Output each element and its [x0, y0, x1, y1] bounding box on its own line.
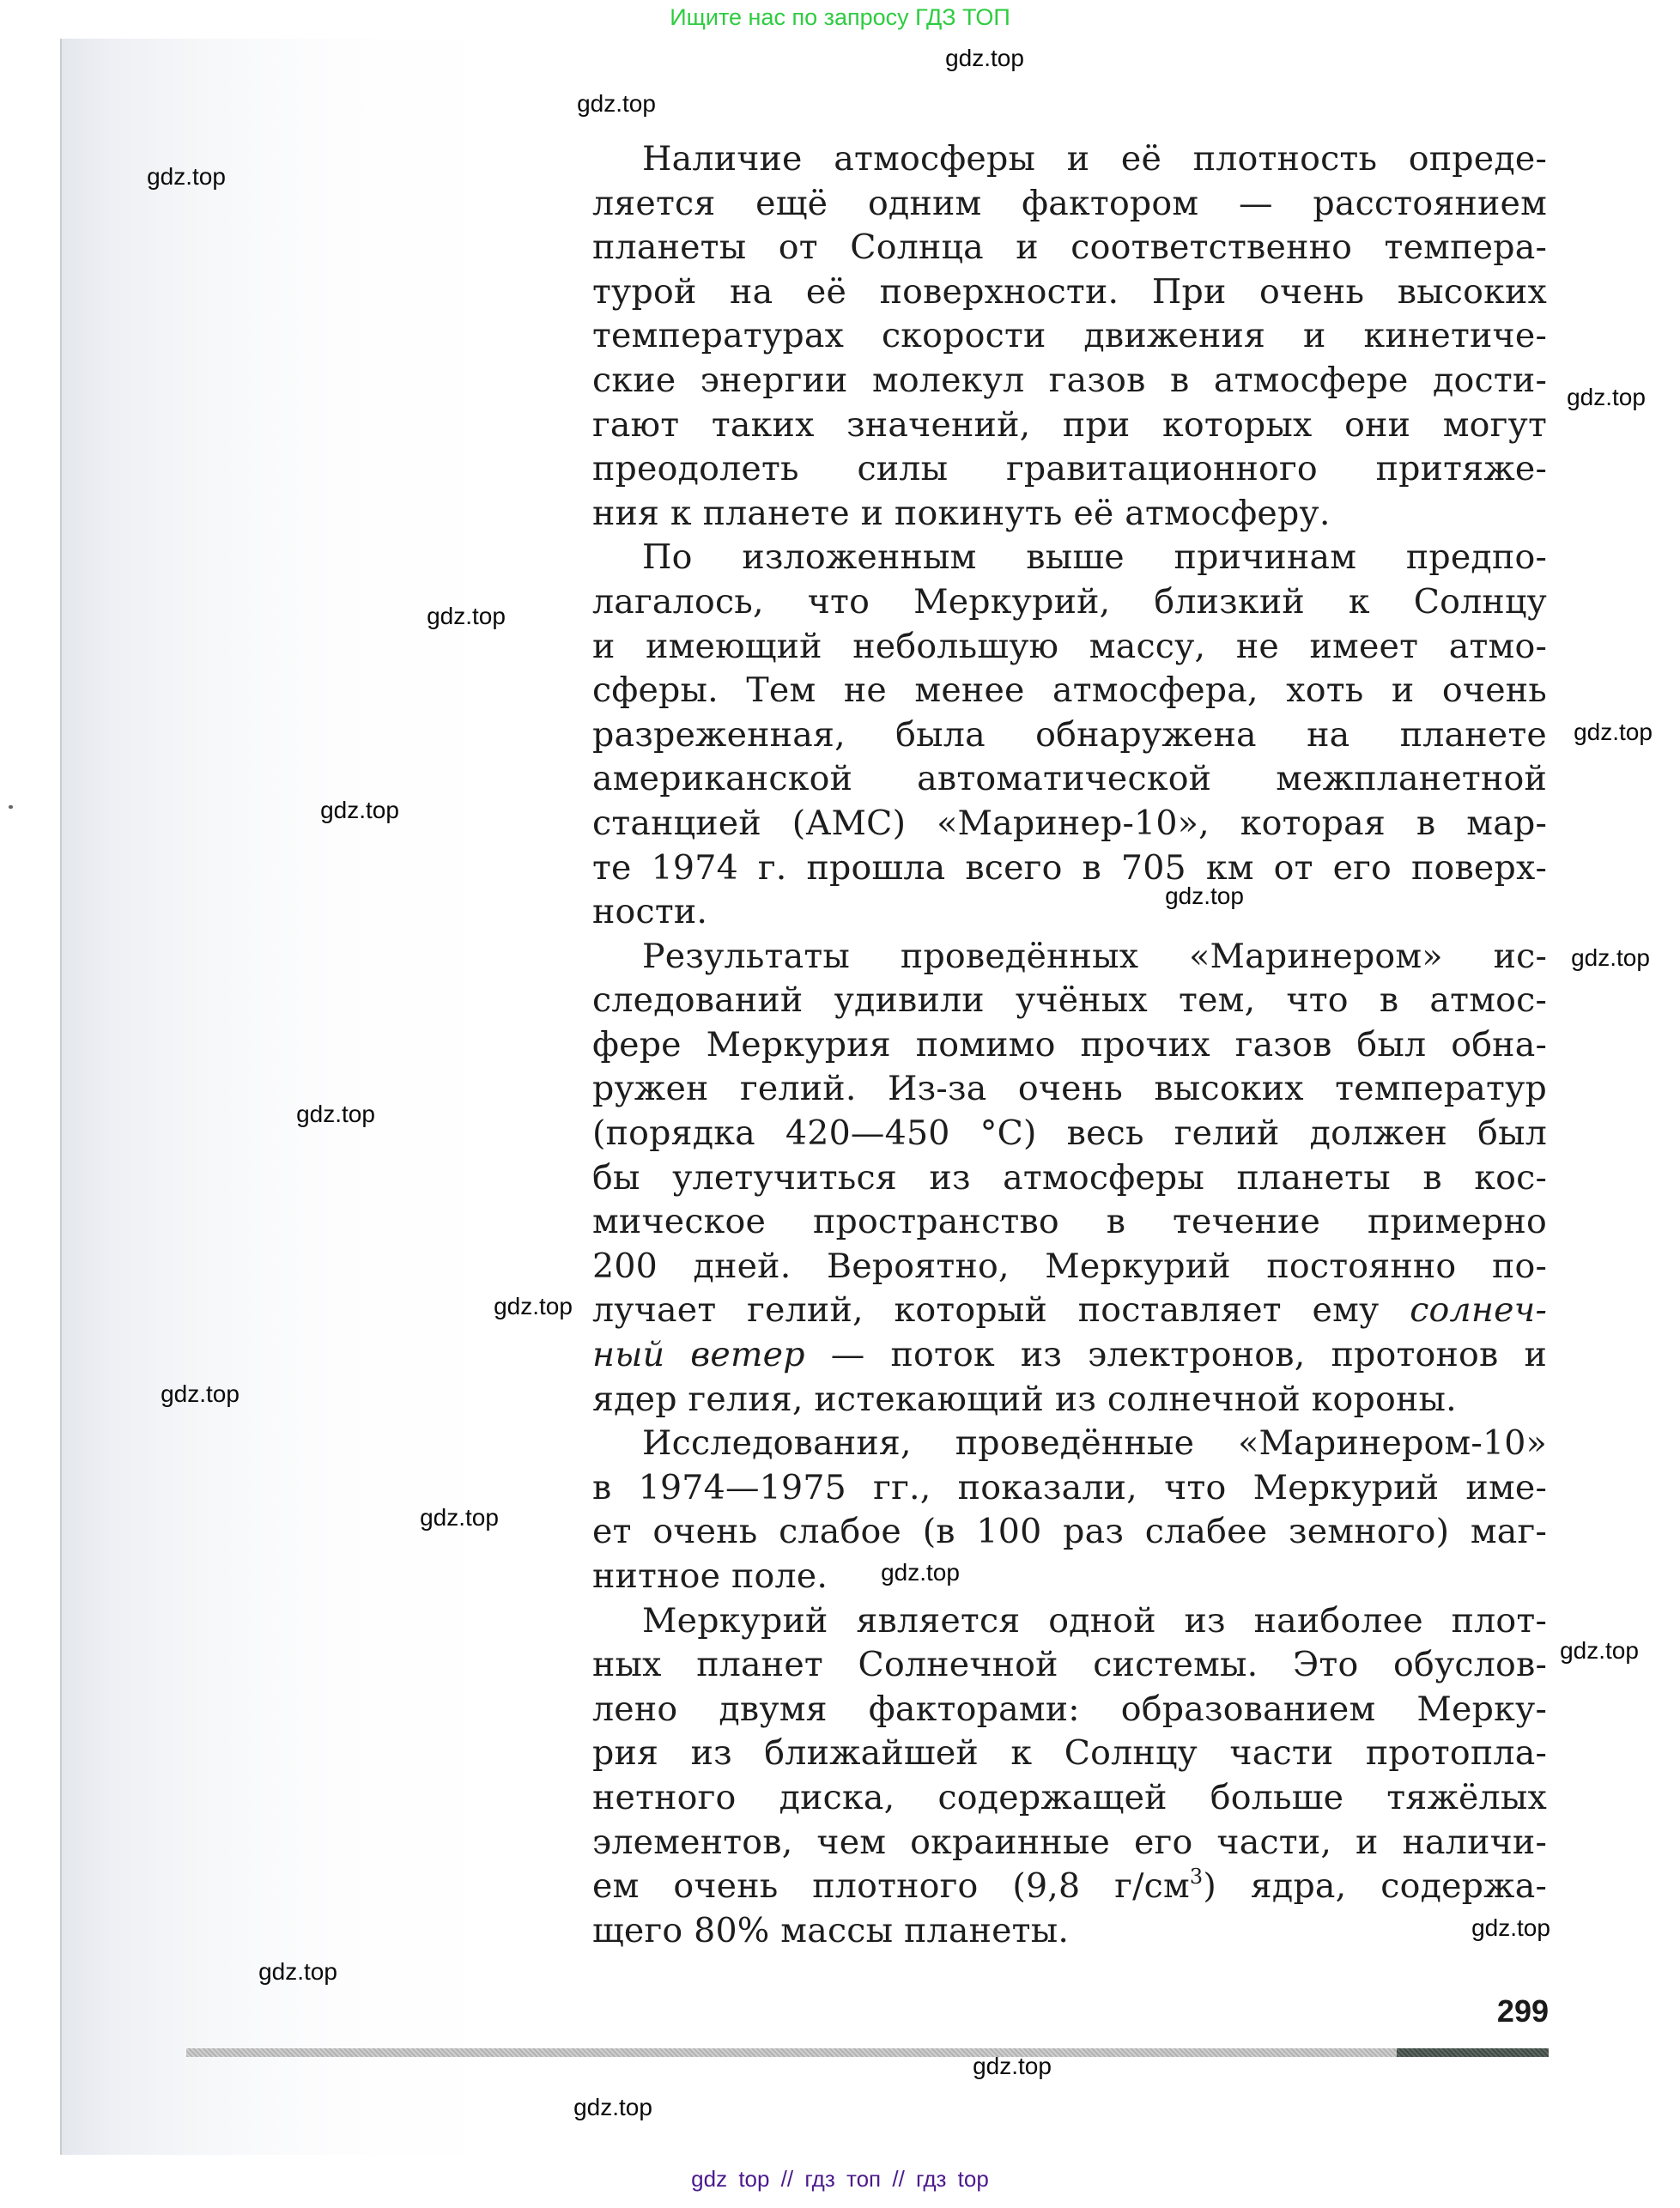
- text-line: ных планет Солнечной системы. Это обуслов-: [592, 1645, 1547, 1685]
- text-line: элементов, чем окраинные его части, и наличи-: [592, 1822, 1547, 1862]
- text-line: ет очень слабое (в 100 раз слабее земного) маг-: [592, 1512, 1547, 1552]
- site-footer-links[interactable]: gdz top // гдз топ // гдз top: [691, 2166, 989, 2192]
- watermark-text: gdz.top: [881, 1559, 960, 1586]
- text-line: турой на её поверхности. При очень высоких: [592, 271, 1547, 312]
- text-run: ем очень плотного (9,8 г/см: [592, 1866, 1190, 1907]
- text-line: планеты от Солнца и соответственно темпера-: [592, 227, 1547, 268]
- page-number: 299: [1496, 1993, 1549, 2029]
- scan-speck: [9, 805, 13, 809]
- watermark-text: gdz.top: [945, 45, 1024, 71]
- footer-rule: [186, 2048, 1397, 2057]
- text-line: бы улетучиться из атмосферы планеты в кос-: [592, 1157, 1547, 1198]
- paragraph-mercury-atmosphere: [592, 536, 1547, 934]
- text-line: в 1974—1975 гг., показали, что Меркурий име-: [592, 1467, 1547, 1507]
- text-line: Результаты проведённых «Маринером» ис-: [642, 936, 1547, 976]
- italic-term: ный ветер: [592, 1335, 805, 1375]
- watermark-text: gdz.top: [320, 797, 399, 823]
- text-line: ляется ещё одним фактором — расстоянием: [592, 183, 1547, 223]
- watermark-text: gdz.top: [494, 1293, 573, 1319]
- text-line: лагалось, что Меркурий, близкий к Солнцу: [592, 581, 1547, 622]
- footer-rule-accent: [1397, 2048, 1549, 2057]
- text-line: фере Меркурия помимо прочих газов был обна-: [592, 1024, 1547, 1065]
- text-line: Наличие атмосферы и её плотность опреде-: [642, 139, 1547, 179]
- body-text: [592, 137, 1547, 1953]
- watermark-text: gdz.top: [973, 2053, 1052, 2079]
- paragraph-mercury-density: [592, 1599, 1547, 1954]
- text-line: станцией (АМС) «Маринер-10», которая в мар-: [592, 803, 1547, 843]
- watermark-text: gdz.top: [147, 163, 226, 190]
- text-line: мическое пространство в течение примерно: [592, 1202, 1547, 1242]
- text-line: ядер гелия, истекающий из солнечной короны.: [592, 1379, 1457, 1419]
- text-line: температурах скорости движения и кинетиче-: [592, 316, 1547, 356]
- text-line: [592, 1333, 1547, 1378]
- watermark-text: gdz.top: [427, 603, 506, 629]
- text-line: Меркурий является одной из наиболее плот-: [642, 1600, 1547, 1641]
- text-line: разреженная, была обнаружена на планете: [592, 714, 1547, 755]
- watermark-text: gdz.top: [1567, 384, 1646, 410]
- watermark-text: gdz.top: [296, 1101, 375, 1127]
- text-line: сферы. Тем не менее атмосфера, хоть и очень: [592, 670, 1547, 711]
- text-line: 200 дней. Вероятно, Меркурий постоянно по-: [592, 1246, 1547, 1286]
- paragraph-magnetic-field: [592, 1422, 1547, 1598]
- text-line: ния к планете и покинуть её атмосферу.: [592, 493, 1331, 533]
- text-line: те 1974 г. прошла всего в 705 км от его поверх-: [592, 847, 1547, 888]
- text-line: [592, 1289, 1547, 1333]
- text-line: [592, 1865, 1547, 1909]
- text-line: и имеющий небольшую массу, не имеет атмо-: [592, 626, 1547, 666]
- text-line: (порядка 420—450 °С) весь гелий должен был: [592, 1113, 1547, 1154]
- watermark-text: gdz.top: [577, 90, 656, 117]
- text-run: ) ядра, содержа-: [1203, 1866, 1547, 1907]
- text-line: По изложенным выше причинам предпо-: [642, 537, 1547, 578]
- text-run: лучает гелий, который поставляет ему: [592, 1290, 1410, 1331]
- text-line: нитное поле.: [592, 1556, 828, 1596]
- watermark-text: gdz.top: [573, 2094, 652, 2120]
- paragraph-atmosphere-density: [592, 137, 1547, 536]
- text-line: гают таких значений, при которых они могут: [592, 404, 1547, 445]
- text-line: Исследования, проведённые «Маринером-10»: [642, 1423, 1547, 1464]
- watermark-text: gdz.top: [161, 1380, 240, 1407]
- text-line: нетного диска, содержащей больше тяжёлых: [592, 1777, 1547, 1817]
- italic-term: солнеч-: [1410, 1290, 1547, 1331]
- watermark-text: gdz.top: [1571, 944, 1650, 971]
- text-line: рия из ближайшей к Солнцу части протопла-: [592, 1733, 1547, 1774]
- text-line: американской автоматической межпланетной: [592, 759, 1547, 799]
- superscript: 3: [1189, 1865, 1204, 1890]
- watermark-text: gdz.top: [258, 1958, 337, 1985]
- text-line: щего 80% массы планеты.: [592, 1910, 1070, 1950]
- text-line: ности.: [592, 892, 708, 932]
- text-line: следований удивили учёных тем, что в атмос-: [592, 980, 1547, 1021]
- text-line: преодолеть силы гравитационного притяже-: [592, 449, 1547, 489]
- watermark-text: gdz.top: [1560, 1637, 1639, 1664]
- top-search-banner: Ищите нас по запросу ГДЗ ТОП: [670, 4, 1010, 30]
- text-line: ские энергии молекул газов в атмосфере дости-: [592, 360, 1547, 400]
- watermark-text: gdz.top: [1471, 1914, 1550, 1941]
- text-line: лено двумя факторами: образованием Мерку-: [592, 1689, 1547, 1729]
- watermark-text: gdz.top: [1165, 883, 1244, 909]
- watermark-text: gdz.top: [1574, 719, 1653, 745]
- paragraph-mariner-helium: [592, 935, 1547, 1422]
- text-line: ружен гелий. Из-за очень высоких температур: [592, 1069, 1547, 1109]
- text-run: — поток из электронов, протонов и: [804, 1335, 1548, 1375]
- watermark-text: gdz.top: [420, 1504, 499, 1531]
